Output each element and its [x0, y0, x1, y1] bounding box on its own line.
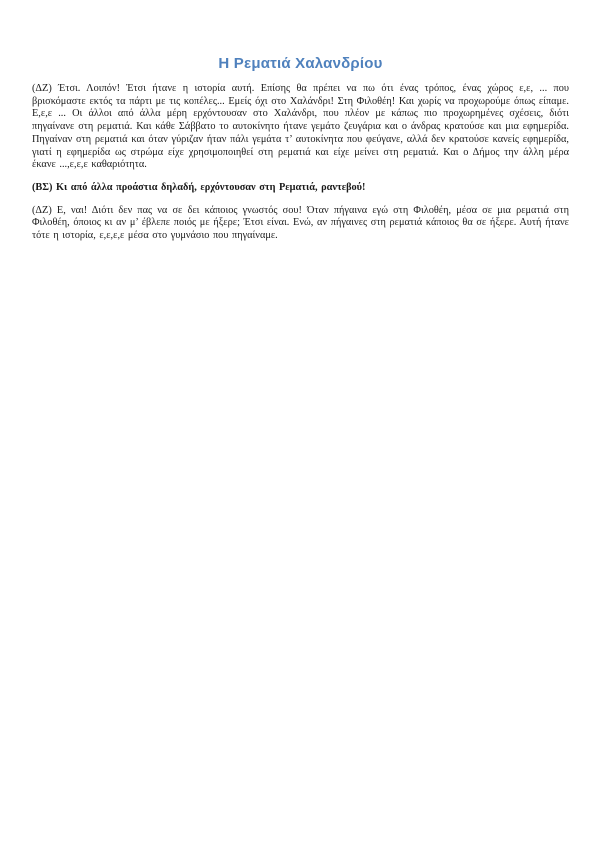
paragraph-dz-2: (ΔΖ) Ε, ναι! Διότι δεν πας να σε δει κάποιος γνωστός σου! Όταν πήγαινα εγώ στη Φιλοθέη, μέσα σε μια ρεματιά στη Φιλοθέη, όποιος κι αν μ’ έβλεπε ποιός με ήξερε; Έτσι είναι. Ενώ, αν πήγαινες στη ρεματιά κάποιος θα σε ήξερε. Αυτή ήτανε τότε η ιστορία, ε,ε,ε,ε μέσα στο γυμνάσιο που πηγαίναμε.	[32, 204, 569, 242]
page-title: Η Ρεματιά Χαλανδρίου	[218, 55, 383, 72]
paragraph-bs: (ΒΣ) Κι από άλλα προάστια δηλαδή, ερχόντουσαν στη Ρεματιά, ραντεβού!	[32, 181, 366, 193]
paragraph-dz-1: (ΔΖ) Έτσι. Λοιπόν! Έτσι ήτανε η ιστορία αυτή. Επίσης θα πρέπει να πω ότι ένας τρόπος, ένας χώρος ε,ε, ... που βρισκόμαστε εκτός τα πάρτι με τις κοπέλες... Εμείς όχι στο Χαλάνδρι! Στη Φιλοθέη! Και χωρίς να προχωρούμε όπως είπαμε. Ε,ε,ε ... Οι άλλοι από άλλα μέρη ερχόντουσαν στο Χαλάνδρι, που πλέον με κάπως πιο προχωρημένες σχέσεις, διότι πηγαίνανε στη ρεματιά. Και κάθε Σάββατο το αυτοκίνητο ήτανε γεμάτο ζευγάρια και ο άνδρας κρατούσε και μια εφημερίδα. Πηγαίναν στη ρεματιά και όταν γύριζαν ήταν πάλι γεμάτα τ’ αυτοκίνητα που φεύγανε, αλλά δεν κρατούσε κανείς εφημερίδα, γιατί η εφημερίδα ως στρώμα είχε χρησιμοποιηθεί στη ρεματιά και είχε μείνει στη ρεματιά. Και ο Δήμος την άλλη μέρα έκανε ...,ε,ε,ε καθαριότητα.	[32, 83, 569, 171]
